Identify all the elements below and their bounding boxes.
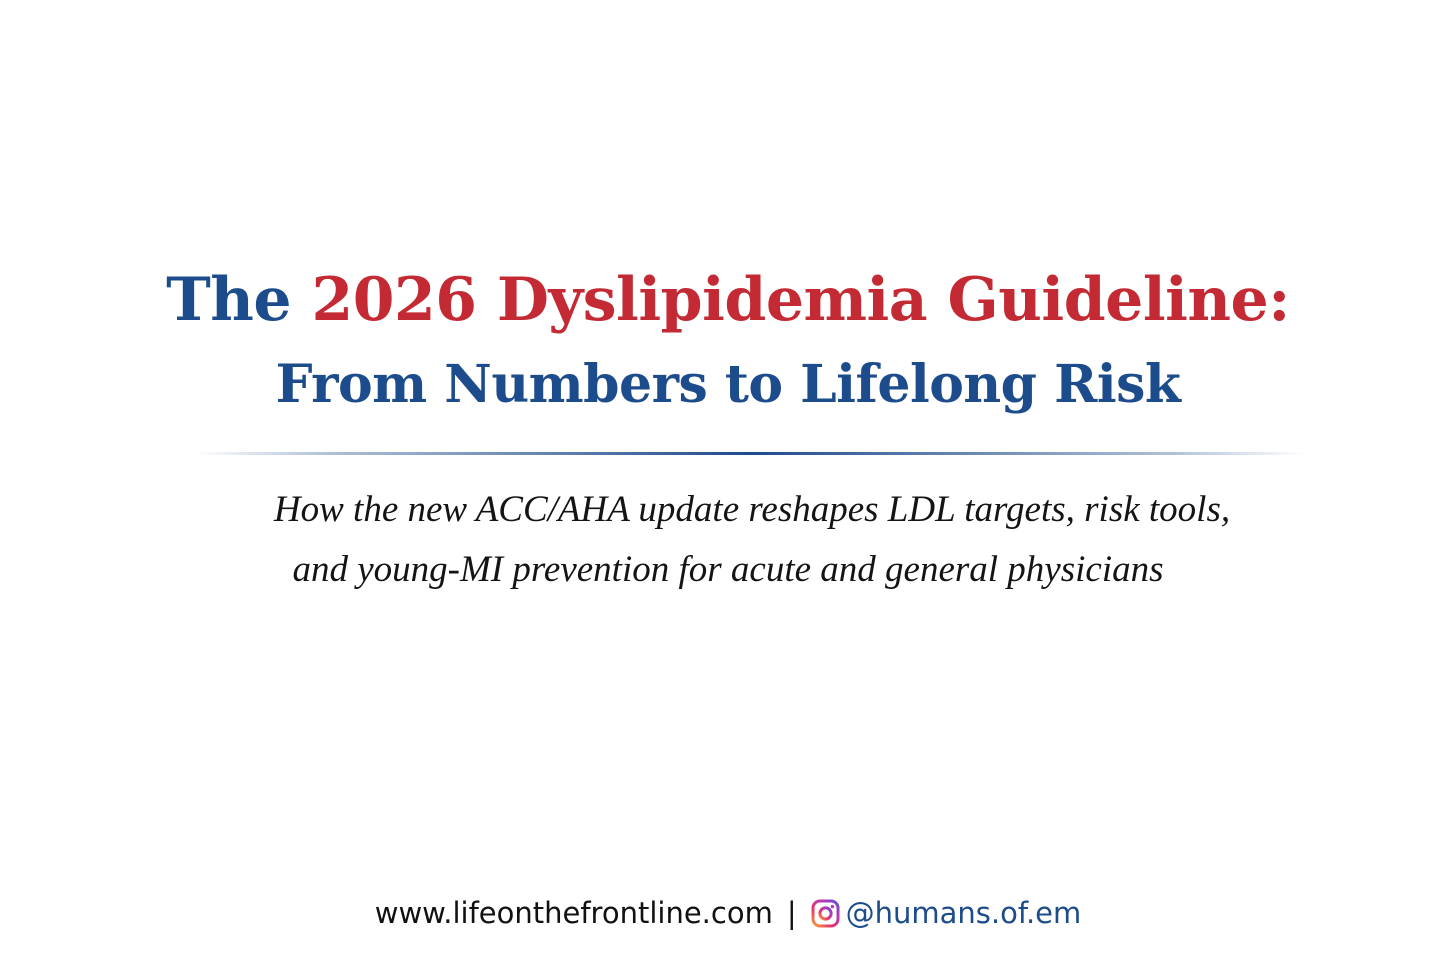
subtitle bbox=[0, 480, 1456, 600]
title-block bbox=[0, 255, 1456, 425]
subtitle-line-1: How the new ACC/AHA update reshapes LDL targets, risk tools, bbox=[273, 489, 1231, 530]
title-highlight: 2026 Dyslipidemia Guideline: bbox=[311, 265, 1290, 335]
title-divider bbox=[195, 452, 1305, 455]
instagram-icon bbox=[811, 899, 840, 928]
footer-separator: | bbox=[786, 896, 797, 930]
footer bbox=[0, 890, 1456, 936]
website-link[interactable]: www.lifeonthefrontline.com bbox=[374, 896, 773, 930]
page-title-line-2: From Numbers to Lifelong Risk bbox=[275, 354, 1181, 415]
page-title bbox=[0, 255, 1456, 345]
social-handle[interactable]: @humans.of.em bbox=[845, 896, 1082, 930]
title-prefix: The bbox=[166, 265, 312, 335]
subtitle-line-2: and young-MI prevention for acute and general physicians bbox=[292, 549, 1164, 590]
